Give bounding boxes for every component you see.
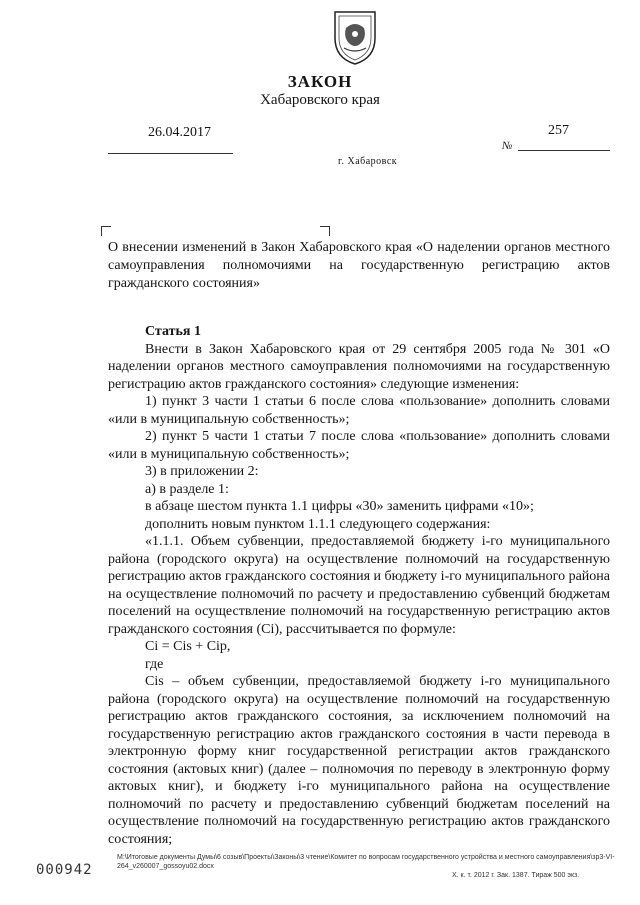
paragraph: «1.1.1. Объем субвенции, предоставляемой бюджету i-го муниципального района (городского округа) на осуществление полномочий на государственную регистрацию актов гражданского состояния и бюджету i-го муниципального района на осуществление полномочий по расчету и предоставлению субвенций бюджетам поселений на осуществление полномочий на государственную регистрацию актов гражданского состояния (Ci), рассчитывается по формуле: <box>108 534 610 637</box>
heading-corner-left <box>101 226 111 236</box>
footer-registration-code: 000942 <box>36 862 93 878</box>
paragraph: а) в разделе 1: <box>145 481 229 497</box>
law-title: ЗАКОН <box>287 72 353 91</box>
document-number: 257 <box>548 123 569 138</box>
date-underline <box>108 153 233 154</box>
paragraph: Cis – объем субвенции, предоставляемой бюджету i-го муниципального района (городского округа) на осуществление полномочий на государственную регистрацию актов гражданского состояния, за исключением полномочий на государственную регистрацию актов гражданского состояния в части перевода в электронную форму книг государственной регистрации актов гражданского состояния (актовых книг) (далее – полномочия по переводу в электронную форму актовых книг), и бюджету i-го муниципального района на осуществление полномочий по расчету и предоставлению субвенций бюджетам поселений на осуществление полномочий на государственную регистрацию актов гражданского состояния; <box>108 674 610 847</box>
formula: Ci = Cis + Cip, <box>145 639 231 654</box>
law-body <box>108 323 610 848</box>
paragraph: 2) пункт 5 части 1 статьи 7 после слова «пользование» дополнить словами «или в муниципальную собственность»; <box>108 429 610 462</box>
heading-corner-right <box>320 226 330 236</box>
document-city: г. Хабаровск <box>338 156 398 167</box>
number-sign: № <box>502 140 513 152</box>
footer-print-info: Х. к. т. 2012 г. Зак. 1387. Тираж 500 экз. <box>452 872 580 879</box>
document-date: 26.04.2017 <box>148 125 211 140</box>
law-heading: О внесении изменений в Закон Хабаровского края «О наделении органов местного самоуправления полномочиями на государственную регистрацию актов гражданского состояния» <box>108 240 610 291</box>
paragraph: Внести в Закон Хабаровского края от 29 сентября 2005 года № 301 «О наделении органов местного самоуправления полномочиями на государственную регистрацию актов гражданского состояния» следующие изменения: <box>108 341 610 392</box>
footer-file-path: M:\Итоговые документы Думы\6 созыв\Проекты\Законы\3 чтение\Комитет по вопросам государственного устройства и местного самоуправления\зр3-VI-264_v260007_gossoyu02.docx <box>117 854 615 870</box>
article-title: Статья 1 <box>145 324 201 339</box>
paragraph: дополнить новым пунктом 1.1.1 следующего содержания: <box>145 516 491 532</box>
paragraph: 3) в приложении 2: <box>145 464 259 479</box>
law-subtitle: Хабаровского края <box>260 92 380 108</box>
coat-of-arms-emblem <box>330 8 380 66</box>
number-underline <box>518 150 610 151</box>
paragraph: 1) пункт 3 части 1 статьи 6 после слова «пользование» дополнить словами «или в муниципальную собственность»; <box>108 394 610 427</box>
paragraph: где <box>145 656 164 672</box>
paragraph: в абзаце шестом пункта 1.1 цифры «30» заменить цифрами «10»; <box>145 499 534 514</box>
